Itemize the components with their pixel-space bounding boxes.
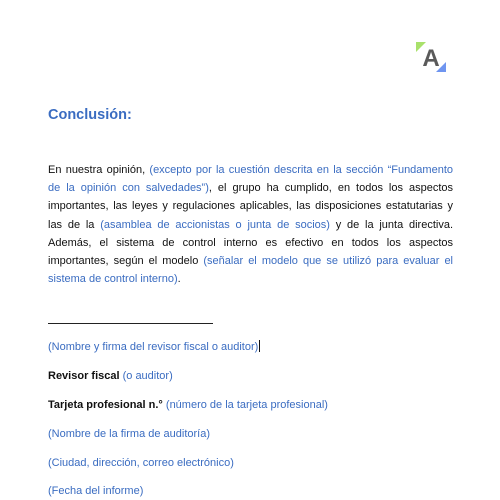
paragraph-text-1: En nuestra opinión,: [48, 164, 150, 176]
text-cursor: [259, 340, 260, 352]
placeholder-assembly: (asamblea de accionistas o junta de socios): [100, 218, 330, 231]
signature-name-placeholder: (Nombre y firma del revisor fiscal o auditor): [48, 341, 259, 353]
card-placeholder: (número de la tarjeta profesional): [162, 399, 328, 411]
signature-line: [48, 323, 213, 324]
signature-name-line[interactable]: [48, 340, 260, 354]
role-placeholder: (o auditor): [119, 370, 173, 382]
date-placeholder: (Fecha del informe): [48, 485, 144, 497]
paragraph-text-2: , el grupo ha cumplido, en todos los aspectos importantes, las leyes y regulaciones aplicables, las disposiciones estatutarias y las de la: [48, 182, 453, 231]
card-label: Tarjeta profesional n.°: [48, 399, 163, 411]
conclusion-paragraph: [48, 161, 453, 288]
card-line: [48, 398, 328, 412]
letter-a-logo-icon: [414, 40, 448, 74]
paragraph-text-4: .: [177, 273, 181, 286]
firm-placeholder: (Nombre de la firma de auditoría): [48, 428, 211, 440]
paragraph-text-3: y de la junta directiva. Además, el sistema de control interno es efectivo en todos los aspectos importantes, según el modelo: [48, 218, 453, 268]
role-line: [48, 369, 173, 383]
role-label: Revisor fiscal: [48, 370, 120, 382]
section-heading: Conclusión:: [48, 107, 132, 123]
placeholder-qualification: (excepto por la cuestión descrita en la sección “Fundamento de la opinión con salvedades”): [48, 164, 453, 195]
placeholder-model: (señalar el modelo que se utilizó para evaluar el sistema de control interno): [48, 255, 453, 286]
address-placeholder: (Ciudad, dirección, correo electrónico): [48, 457, 234, 469]
logo-letter: A: [422, 45, 440, 72]
